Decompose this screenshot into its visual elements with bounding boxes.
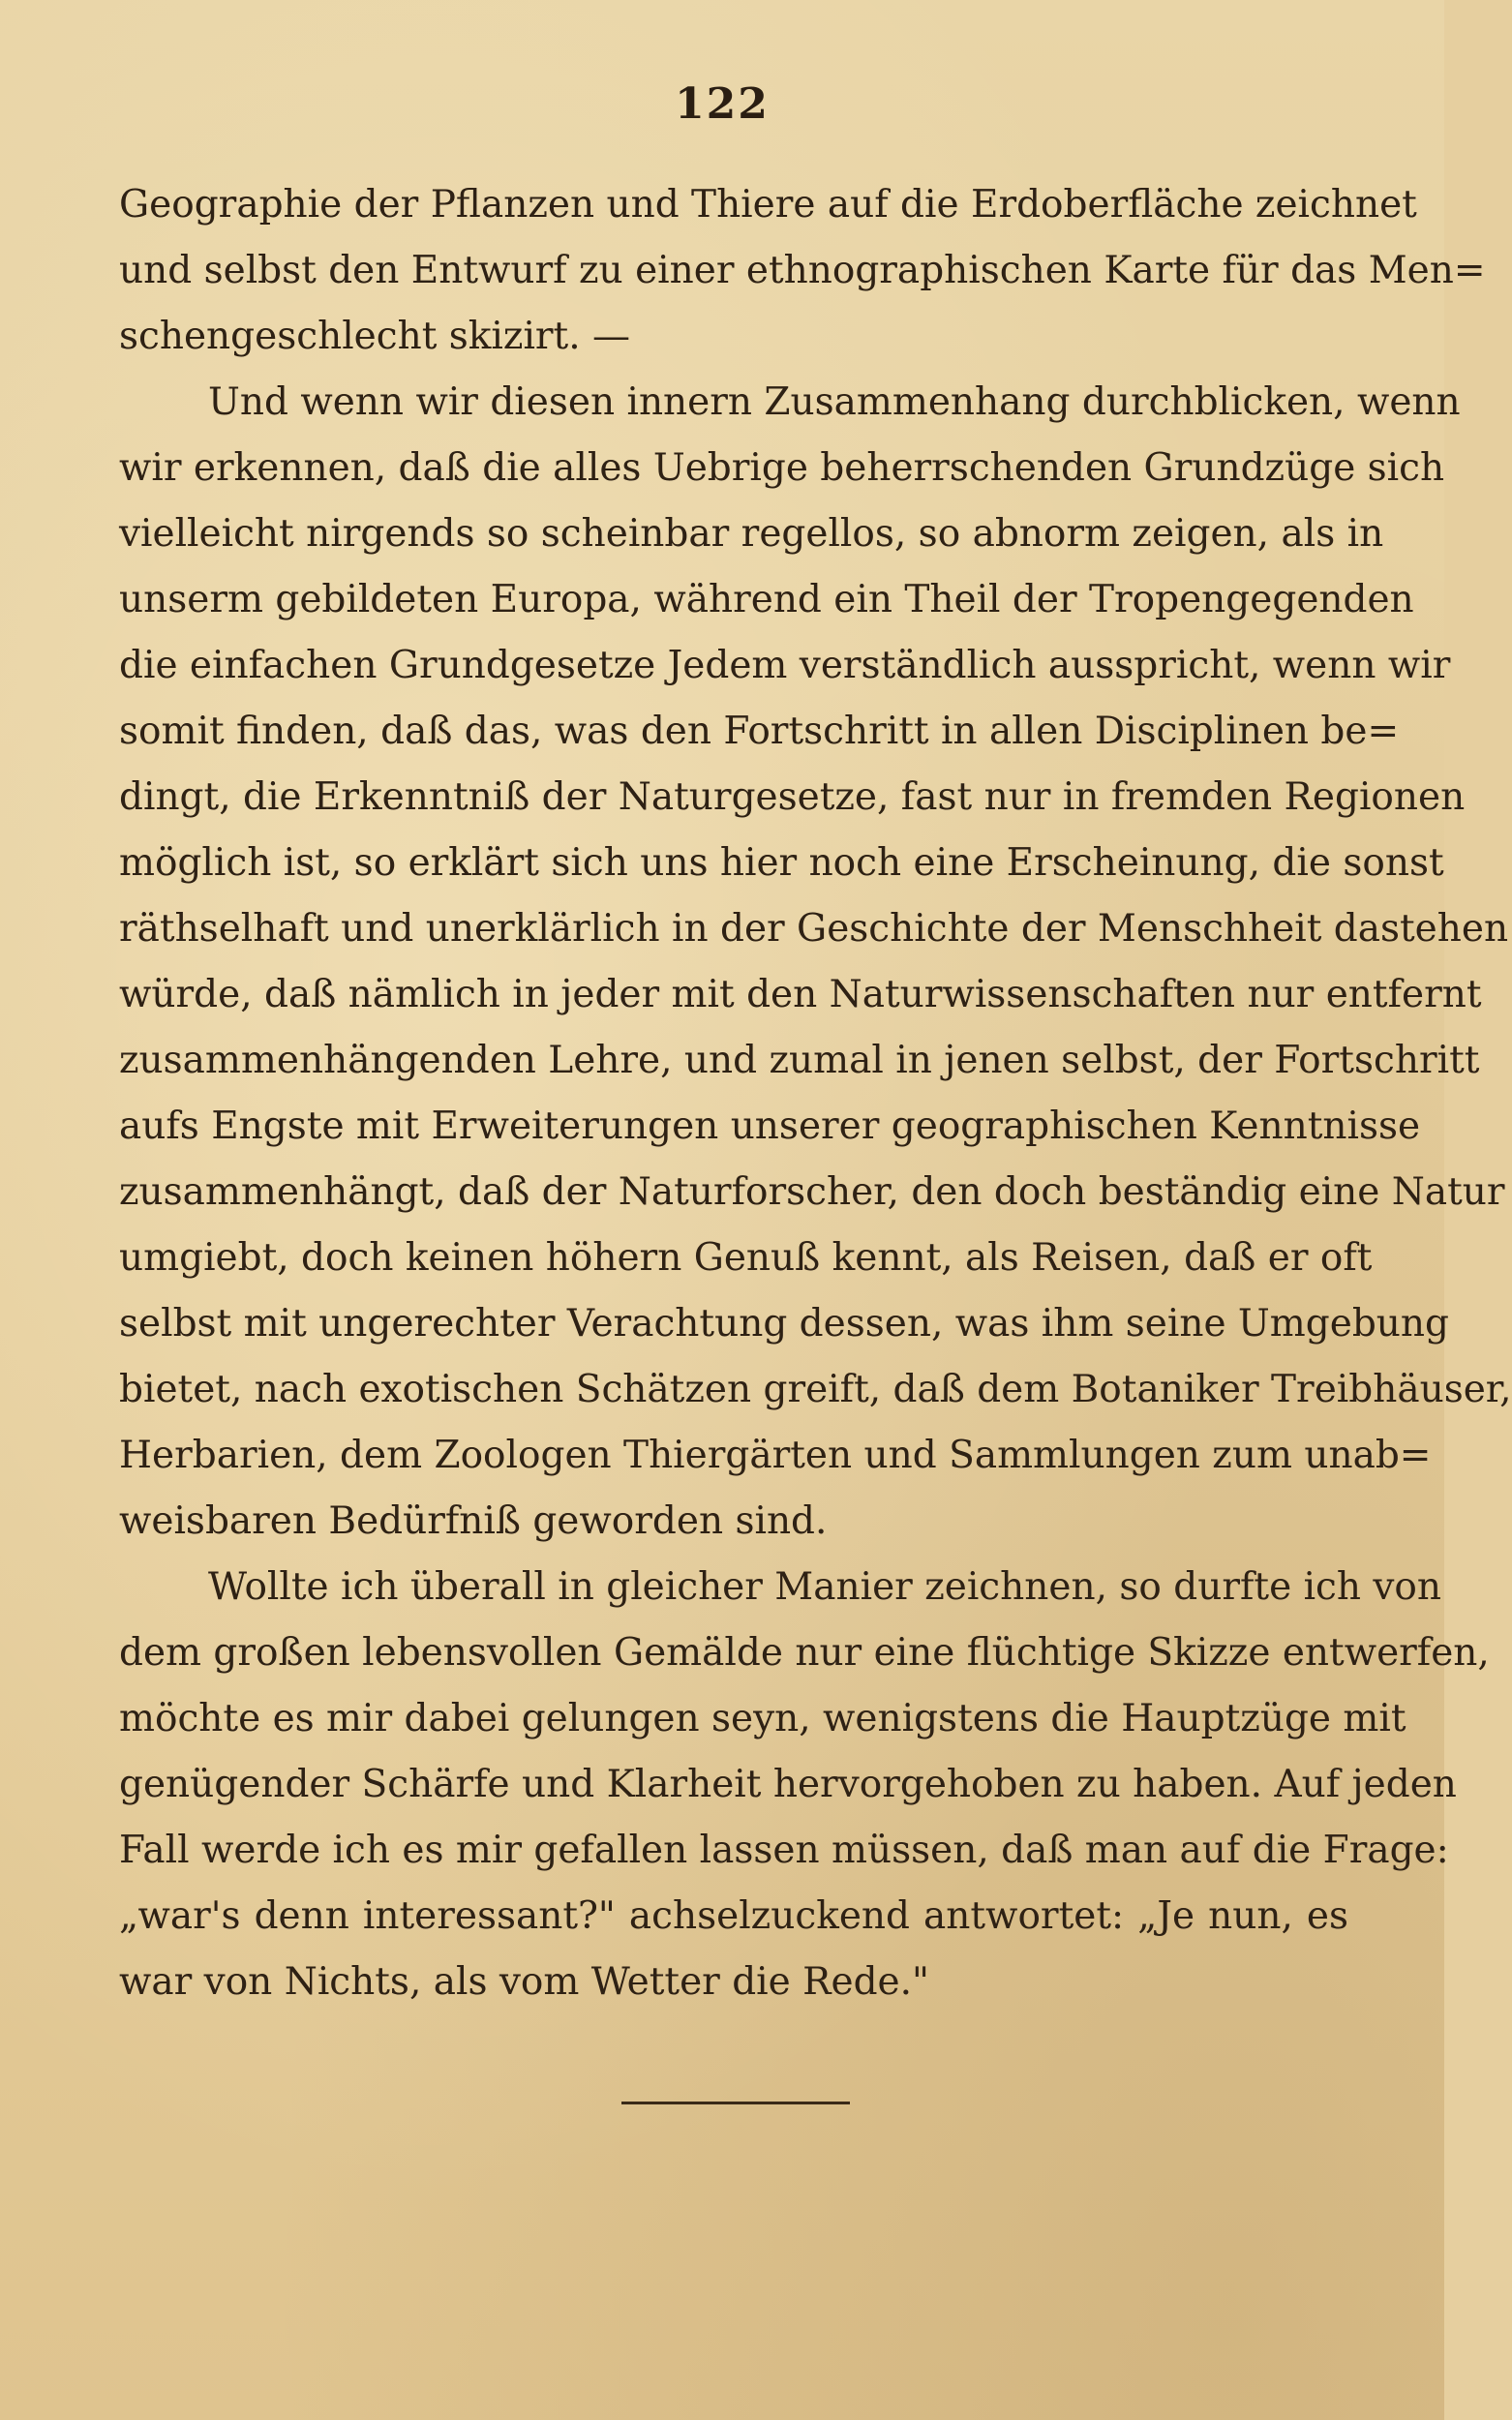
text-line: war von Nichts, als vom Wetter die Rede." (119, 1960, 929, 2004)
text-line: „war's denn interessant?" achselzuckend antwortet: „Je nun, es (119, 1894, 1348, 1938)
text-line: Fall werde ich es mir gefallen lassen müssen, daß man auf die Frage: (119, 1829, 1449, 1872)
text-line: unserm gebildeten Europa, während ein Theil der Tropengegenden (119, 578, 1414, 621)
text-line: würde, daß nämlich in jeder mit den Naturwissenschaften nur entfernt (119, 973, 1482, 1016)
text-line: möglich ist, so erklärt sich uns hier noch eine Erscheinung, die sonst (119, 841, 1444, 885)
text-line: schengeschlecht skizirt. — (119, 315, 631, 358)
paragraph-start-line: Und wenn wir diesen innern Zusammenhang durchblicken, wenn (208, 380, 1461, 424)
text-line: zusammenhängenden Lehre, und zumal in jenen selbst, der Fortschritt (119, 1039, 1480, 1082)
text-line: dingt, die Erkenntniß der Naturgesetze, fast nur in fremden Regionen (119, 775, 1466, 819)
text-line: aufs Engste mit Erweiterungen unserer geographischen Kenntnisse (119, 1104, 1421, 1148)
text-line: räthselhaft und unerklärlich in der Geschichte der Menschheit dastehen (119, 907, 1509, 951)
body-text (119, 172, 1512, 2015)
text-line: dem großen lebensvollen Gemälde nur eine flüchtige Skizze entwerfen, (119, 1631, 1490, 1675)
text-line: zusammenhängt, daß der Naturforscher, den doch beständig eine Natur (119, 1170, 1505, 1214)
text-line: weisbaren Bedürfniß geworden sind. (119, 1499, 828, 1543)
text-line: bietet, nach exotischen Schätzen greift, daß dem Botaniker Treibhäuser, (119, 1368, 1512, 1411)
page-number: 122 (675, 79, 770, 129)
text-line: somit finden, daß das, was den Fortschritt in allen Disciplinen be= (119, 710, 1400, 753)
section-divider (621, 2102, 850, 2104)
text-line: Geographie der Pflanzen und Thiere auf die Erdoberfläche zeichnet (119, 183, 1417, 227)
text-line: vielleicht nirgends so scheinbar regellos, so abnorm zeigen, als in (119, 512, 1384, 556)
text-line: selbst mit ungerechter Verachtung dessen, was ihm seine Umgebung (119, 1302, 1449, 1346)
text-line: umgiebt, doch keinen höhern Genuß kennt, als Reisen, daß er oft (119, 1236, 1373, 1280)
text-line: wir erkennen, daß die alles Uebrige beherrschenden Grundzüge sich (119, 446, 1445, 490)
text-line: und selbst den Entwurf zu einer ethnographischen Karte für das Men= (119, 249, 1486, 292)
text-line: möchte es mir dabei gelungen seyn, wenigstens die Hauptzüge mit (119, 1697, 1406, 1740)
text-line: Herbarien, dem Zoologen Thiergärten und Sammlungen zum unab= (119, 1434, 1432, 1477)
text-line: die einfachen Grundgesetze Jedem verständlich ausspricht, wenn wir (119, 644, 1451, 687)
paragraph-start-line: Wollte ich überall in gleicher Manier zeichnen, so durfte ich von (208, 1565, 1442, 1609)
text-line: genügender Schärfe und Klarheit hervorgehoben zu haben. Auf jeden (119, 1763, 1457, 1806)
